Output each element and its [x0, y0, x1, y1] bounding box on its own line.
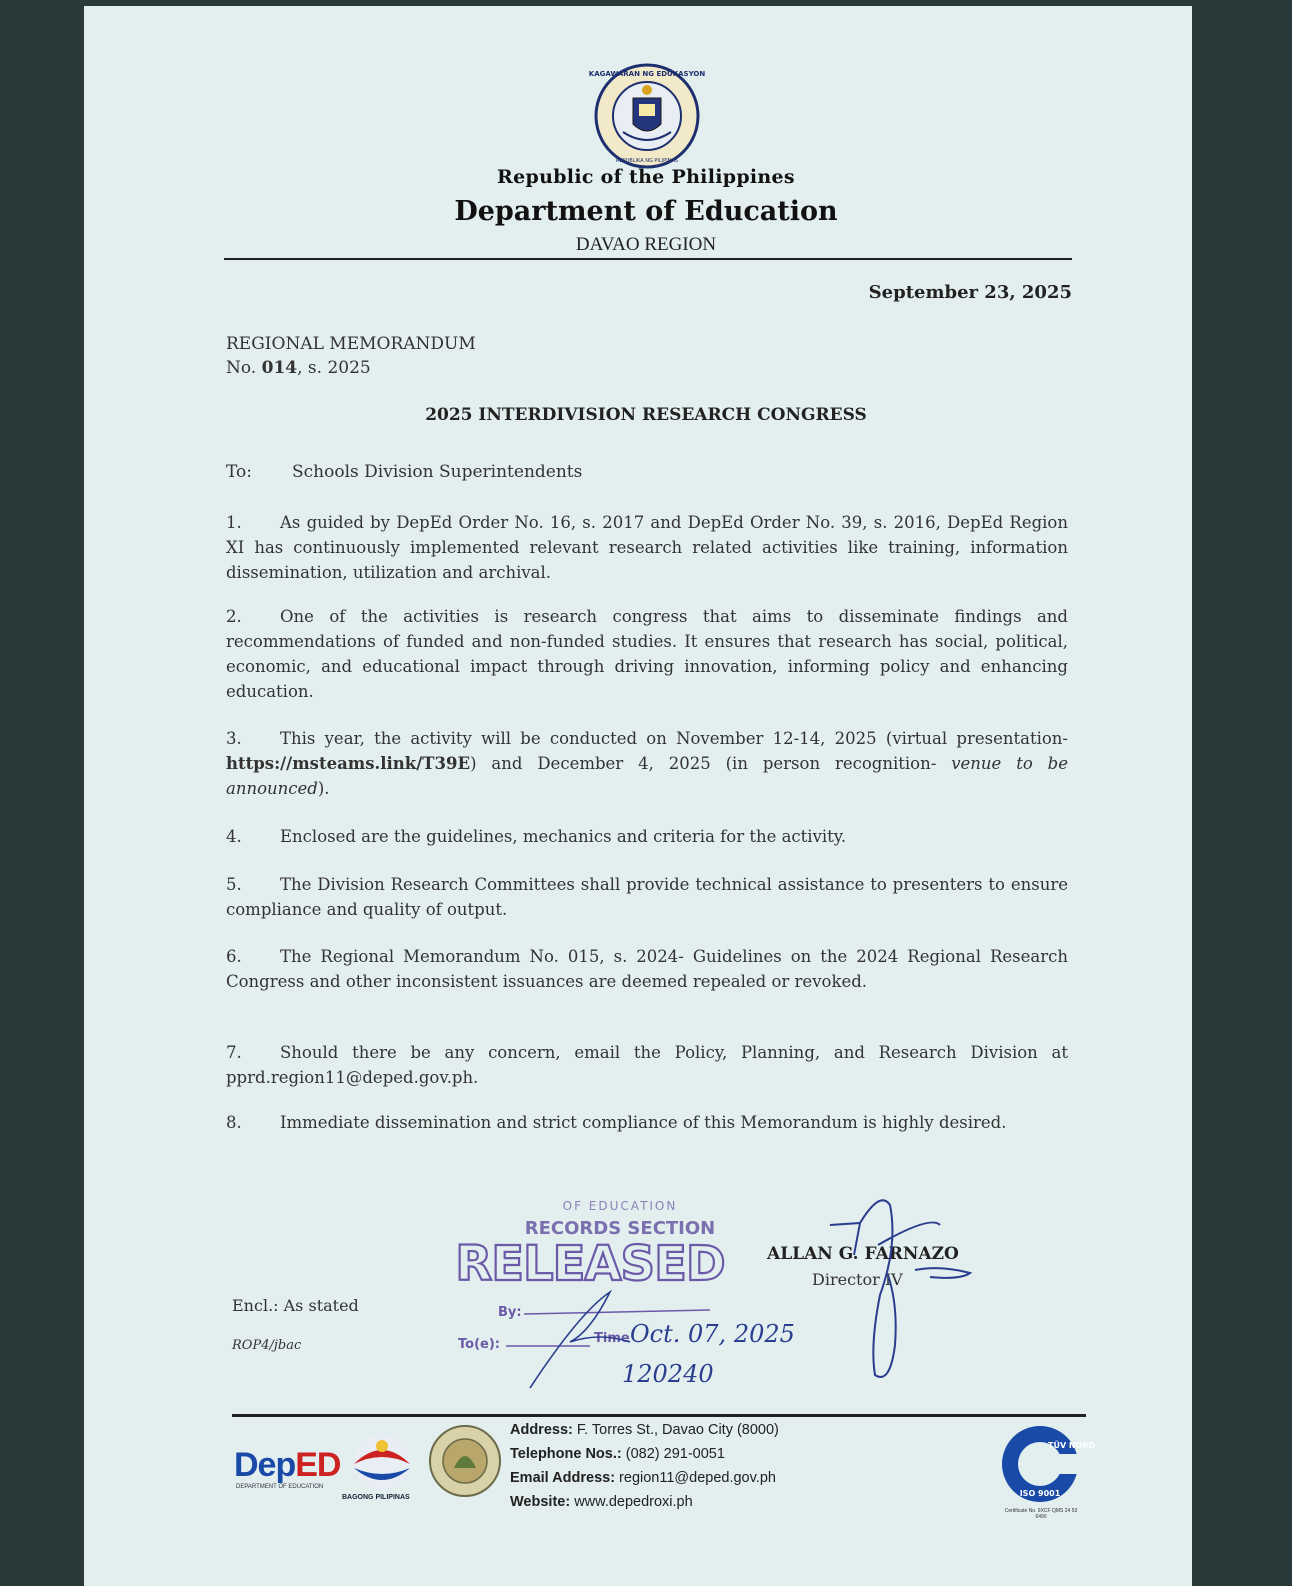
- tuv-brand: TÜV NORD: [1048, 1441, 1096, 1450]
- signatory-name: ALLAN G. FARNAZO: [767, 1244, 959, 1264]
- website-value[interactable]: www.depedroxi.ph: [570, 1494, 693, 1510]
- paragraph-number: 5.: [226, 875, 242, 894]
- footer-divider: [232, 1414, 1086, 1417]
- enclosure-note: Encl.: As stated: [232, 1296, 359, 1315]
- paragraph-number: 1.: [226, 513, 242, 532]
- deped-seal-icon: [588, 62, 706, 170]
- iso-certification-icon: [1000, 1424, 1096, 1504]
- paragraph-number: 6.: [226, 947, 242, 966]
- footer-phone: [510, 1446, 725, 1462]
- header-divider: [224, 258, 1072, 260]
- paragraph-text: One of the activities is research congress that aims to disseminate findings and recommendations of funded and non-funded studies. It ensures that research has social, political, economic, and educational impact through driving innovation, informing policy and enhancing education.: [226, 607, 1068, 701]
- memo-number-prefix: No.: [226, 358, 262, 378]
- paragraph-number: 2.: [226, 607, 242, 626]
- paragraph-text: Immediate dissemination and strict compliance of this Memorandum is highly desired.: [280, 1113, 1007, 1132]
- deped-logo: [234, 1446, 340, 1485]
- paragraph-text: The Division Research Committees shall provide technical assistance to presenters to ensure compliance and quality of output.: [226, 875, 1068, 919]
- department-heading: Department of Education: [454, 196, 838, 227]
- stamp-top-text: OF EDUCATION: [562, 1199, 678, 1213]
- certificate-number: Certificate No. 9XCF QMS 24 53 6490: [1004, 1508, 1078, 1520]
- address-value: F. Torres St., Davao City (8000): [572, 1422, 779, 1438]
- website-label: Website:: [510, 1494, 571, 1510]
- paragraph-5: [226, 872, 1068, 922]
- bagong-pilipinas-logo-icon: [344, 1430, 420, 1494]
- deped-logo-ed: ED: [295, 1446, 341, 1484]
- phone-label: Telephone Nos.:: [510, 1446, 622, 1462]
- memo-date: September 23, 2025: [868, 282, 1072, 303]
- handwritten-time: 120240: [622, 1360, 714, 1388]
- stamp-released-text: RELEASED: [455, 1236, 725, 1292]
- paragraph-3: [226, 726, 1068, 801]
- paragraph-number: 7.: [226, 1043, 242, 1062]
- reference-initials: ROP4/jbac: [232, 1338, 302, 1353]
- seal-text-bottom: REPUBLIKA NG PILIPINAS: [616, 158, 678, 164]
- addressee: [226, 462, 582, 482]
- stamp-to-label: To(e):: [458, 1337, 500, 1352]
- paragraph-text-c: ).: [317, 779, 330, 798]
- paragraph-number: 3.: [226, 729, 242, 748]
- memo-number: [226, 358, 371, 378]
- bagong-pilipinas-text: BAGONG PILIPINAS: [342, 1494, 410, 1501]
- teams-link[interactable]: https://msteams.link/T39E: [226, 754, 471, 773]
- to-label: To:: [226, 462, 252, 482]
- paragraph-text: The Regional Memorandum No. 015, s. 2024- Guidelines on the 2024 Regional Research Congress and other inconsistent issuances are deemed repealed or revoked.: [226, 947, 1068, 991]
- paragraph-1: [226, 510, 1068, 585]
- footer-website: [510, 1494, 693, 1510]
- paragraph-6: [226, 944, 1068, 994]
- email-value[interactable]: region11@deped.gov.ph: [615, 1470, 776, 1486]
- signatory-position: Director IV: [812, 1270, 903, 1289]
- deped-logo-dep: Dep: [234, 1446, 296, 1484]
- handwritten-date: Oct. 07, 2025: [630, 1320, 795, 1348]
- paragraph-8: [226, 1110, 1068, 1135]
- footer-address: [510, 1422, 779, 1438]
- iso-label: ISO 9001: [1019, 1489, 1061, 1498]
- deped-tagline: DEPARTMENT OF EDUCATION: [236, 1484, 324, 1490]
- memo-type: REGIONAL MEMORANDUM: [226, 334, 476, 354]
- paragraph-text: Enclosed are the guidelines, mechanics and criteria for the activity.: [280, 827, 847, 846]
- records-released-stamp: [440, 1192, 870, 1402]
- paragraph-4: [226, 824, 1068, 849]
- paragraph-text-b: ) and December 4, 2025 (in person recognition-: [470, 754, 952, 773]
- paragraph-text-a: This year, the activity will be conducted on November 12-14, 2025 (virtual presentation-: [280, 729, 1068, 748]
- stamp-section-text: RECORDS SECTION: [524, 1218, 716, 1239]
- seal-text-top: KAGAWARAN NG EDUKASYON: [588, 70, 706, 78]
- paragraph-2: [226, 604, 1068, 704]
- memo-series: , s. 2025: [297, 358, 371, 378]
- regional-seal-icon: [428, 1424, 502, 1498]
- email-label: Email Address:: [510, 1470, 616, 1486]
- stamp-time-label: Time: [594, 1331, 630, 1346]
- phone-value: (082) 291-0051: [621, 1446, 725, 1462]
- to-value: Schools Division Superintendents: [292, 462, 583, 482]
- stamp-by-label: By:: [498, 1305, 522, 1320]
- memo-subject: 2025 INTERDIVISION RESEARCH CONGRESS: [425, 405, 867, 425]
- address-label: Address:: [510, 1422, 573, 1438]
- paragraph-italic: venue to be announced: [226, 754, 1068, 798]
- paragraph-7: [226, 1040, 1068, 1090]
- paragraph-number: 8.: [226, 1113, 242, 1132]
- memo-number-value: 014: [261, 358, 298, 378]
- director-signature-icon: [820, 1185, 1010, 1385]
- paragraph-text: Should there be any concern, email the Policy, Planning, and Research Division at pprd.region11@deped.gov.ph.: [226, 1043, 1068, 1087]
- paragraph-number: 4.: [226, 827, 242, 846]
- paragraph-text: As guided by DepEd Order No. 16, s. 2017 and DepEd Order No. 39, s. 2016, DepEd Region XI has continuously implemented relevant research related activities like training, information dissemination, utilization and archival.: [226, 513, 1068, 582]
- region-heading: DAVAO REGION: [575, 234, 717, 255]
- footer-email: [510, 1470, 776, 1486]
- republic-heading: Republic of the Philippines: [497, 166, 795, 188]
